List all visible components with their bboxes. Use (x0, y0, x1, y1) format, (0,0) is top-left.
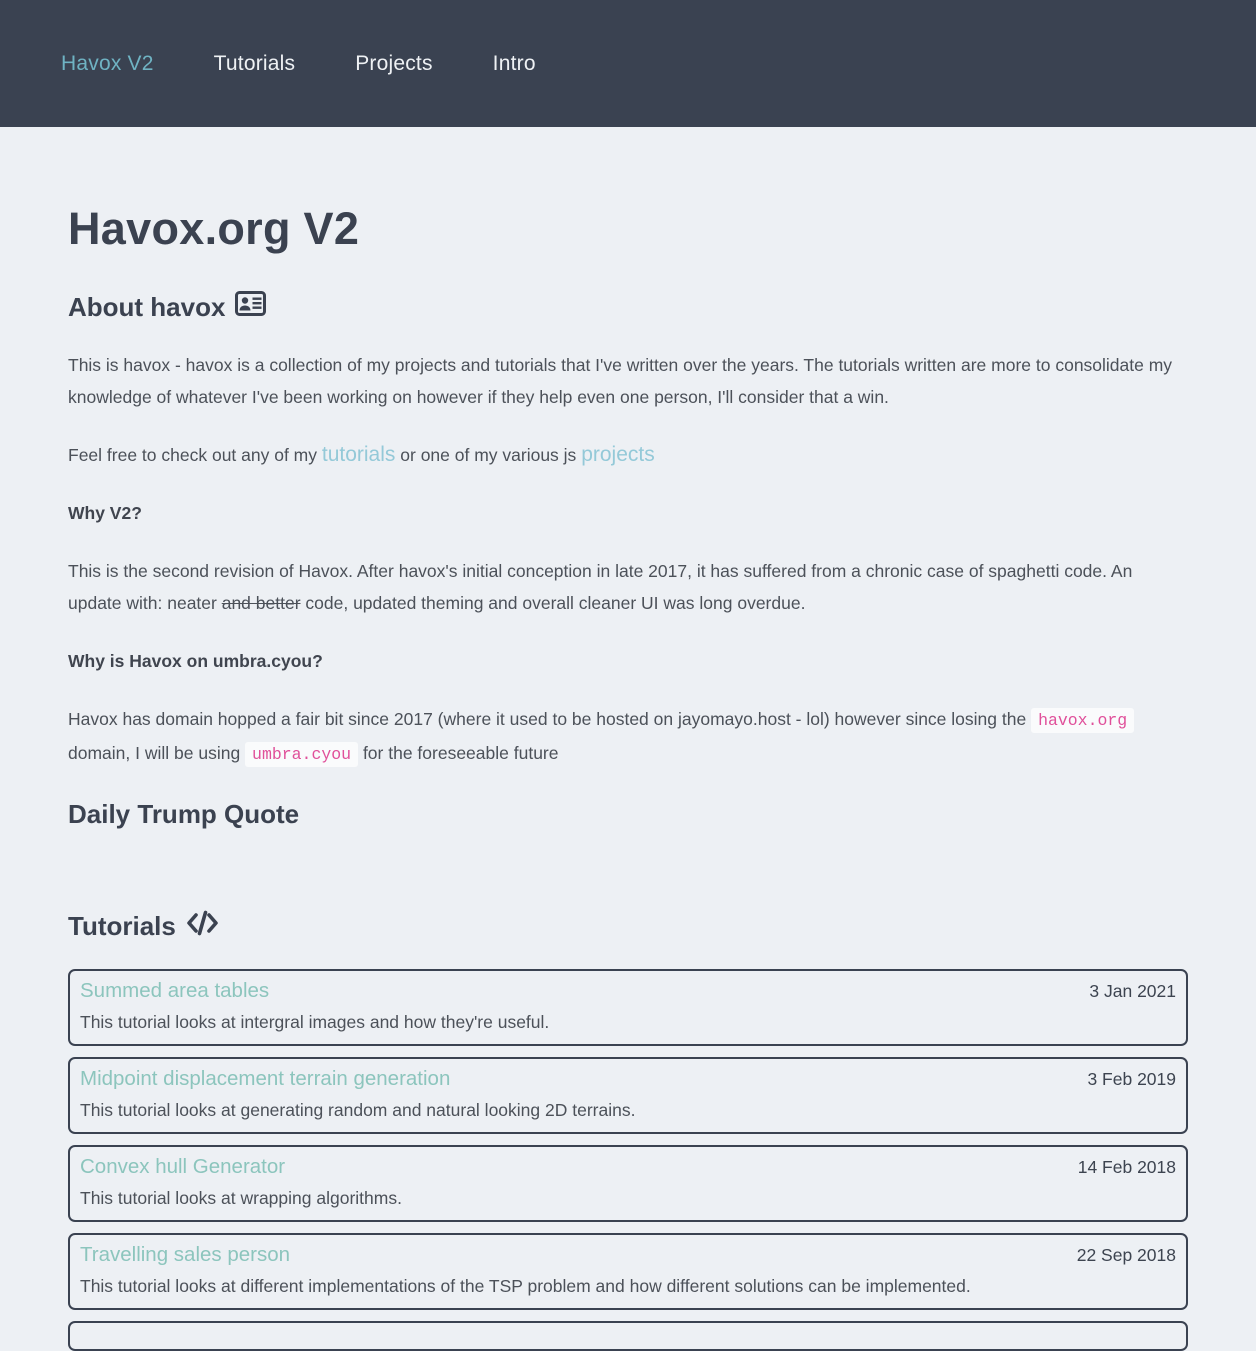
why-umbra-paragraph (68, 703, 1188, 771)
tutorial-card-convex-hull[interactable] (68, 1145, 1188, 1222)
address-card-icon (235, 291, 266, 323)
why-umbra-heading: Why is Havox on umbra.cyou? (68, 651, 323, 671)
tutorial-description: This tutorial looks at different implementations of the TSP problem and how different solutions can be implemented. (80, 1276, 971, 1296)
card-header (80, 1151, 1176, 1183)
nav-item-projects[interactable]: Projects (355, 51, 433, 75)
why-umbra-mid: domain, I will be using (68, 743, 246, 763)
why-v2-post: code, updated theming and overall cleaner UI was long overdue. (300, 593, 806, 613)
tutorial-title: Summed area tables (80, 979, 270, 1002)
p2-prefix: Feel free to check out any of my (68, 445, 322, 465)
p2-mid: or one of my various js (395, 445, 582, 465)
tutorial-date: 22 Sep 2018 (1076, 1245, 1176, 1265)
tutorial-card-midpoint-displacement[interactable] (68, 1057, 1188, 1134)
tutorials-heading (68, 910, 1188, 943)
why-umbra-pre: Havox has domain hopped a fair bit since 2017 (where it used to be hosted on jayomayo.host - lol) however since losing the (68, 709, 1032, 729)
trump-quote-container (68, 830, 1188, 856)
tutorial-date: 14 Feb 2018 (1077, 1157, 1176, 1177)
nav-item-intro[interactable]: Intro (492, 51, 536, 75)
why-v2-strikethrough: and better (221, 593, 301, 613)
tutorials-list (68, 969, 1188, 1351)
tutorial-title: Convex hull Generator (80, 1155, 286, 1178)
umbra-cyou-code-chip: umbra.cyou (245, 742, 358, 767)
tutorial-description: This tutorial looks at wrapping algorithms. (80, 1188, 402, 1208)
tutorials-link[interactable]: tutorials (321, 443, 396, 466)
tutorial-description: This tutorial looks at generating random and natural looking 2D terrains. (80, 1100, 636, 1120)
why-umbra-post: for the foreseeable future (358, 743, 559, 763)
main-content (0, 203, 1256, 1351)
tutorial-card-summed-area-tables[interactable] (68, 969, 1188, 1046)
code-icon (186, 910, 219, 943)
about-paragraph-1: This is havox - havox is a collection of my projects and tutorials that I've written over the years. The tutorials written are more to consolidate my knowledge of whatever I've been working on however if they help even one person, I'll consider that a win. (68, 355, 1173, 407)
card-header (80, 1239, 1176, 1271)
card-header (80, 975, 1176, 1007)
nav-item-tutorials[interactable]: Tutorials (213, 51, 296, 75)
about-paragraph-2 (68, 439, 1188, 471)
why-v2-pre: This is the second revision of Havox. After havox's initial conception in late 2017, it has suffered from a chronic case of spaghetti code. An update with: neater (68, 561, 1133, 613)
navbar (0, 0, 1256, 127)
tutorial-title: Midpoint displacement terrain generation (80, 1067, 451, 1090)
tutorial-description: This tutorial looks at intergral images and how they're useful. (80, 1012, 550, 1032)
tutorials-heading-label: Tutorials (68, 911, 176, 941)
projects-link[interactable]: projects (581, 443, 655, 466)
about-heading-label: About havox (68, 291, 226, 322)
why-v2-heading: Why V2? (68, 503, 142, 523)
why-v2-paragraph (68, 555, 1188, 619)
page-title: Havox.org V2 (68, 203, 360, 254)
about-heading (68, 291, 1188, 323)
tutorial-card-travelling-sales-person[interactable] (68, 1233, 1188, 1310)
tutorial-card-partial[interactable] (68, 1321, 1188, 1351)
nav-brand-havox-v2[interactable]: Havox V2 (61, 51, 154, 75)
tutorial-title: Travelling sales person (80, 1243, 291, 1266)
card-header (80, 1063, 1176, 1095)
trump-quote-heading-label: Daily Trump Quote (68, 799, 300, 829)
havox-org-code-chip: havox.org (1031, 708, 1134, 733)
trump-quote-heading (68, 799, 1188, 830)
tutorial-date: 3 Feb 2019 (1087, 1069, 1176, 1089)
tutorial-date: 3 Jan 2021 (1089, 981, 1176, 1001)
